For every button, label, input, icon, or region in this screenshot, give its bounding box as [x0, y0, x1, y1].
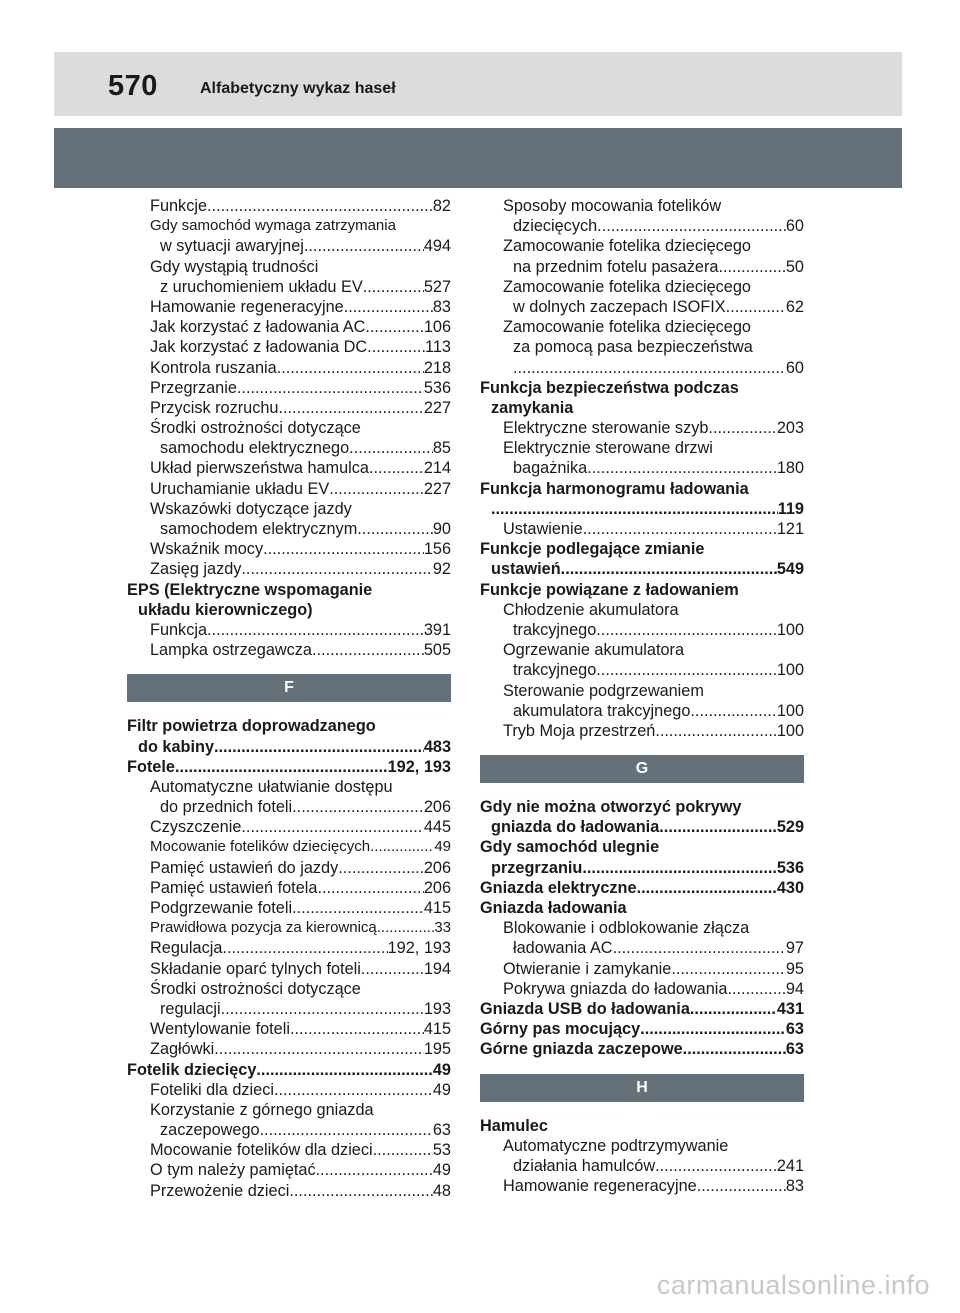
- entry-label: Jak korzystać z ładowania DC: [150, 338, 368, 357]
- entry-label: Czyszczenie: [150, 818, 242, 837]
- page-ref: 536: [423, 378, 451, 397]
- entry-label: Mocowanie fotelików dziecięcych: [150, 838, 371, 856]
- entry-label: Mocowanie fotelików dla dzieci: [150, 1141, 373, 1160]
- page-ref: 241: [776, 1156, 804, 1175]
- page-ref: 391: [423, 620, 451, 639]
- entry-label: do przednich foteli: [160, 798, 293, 817]
- page-ref: 90: [432, 520, 451, 538]
- entry-label: Ustawienie: [503, 520, 583, 538]
- section-letter-header: H: [480, 1074, 804, 1102]
- dot-leader: [237, 378, 424, 398]
- index-heading-entry: [127, 1060, 451, 1080]
- dot-leader: [671, 959, 786, 979]
- index-entry: [480, 458, 804, 478]
- index-entry: [480, 418, 804, 438]
- page-ref: 85: [432, 439, 451, 458]
- dot-leader: [726, 297, 786, 317]
- index-entry: [127, 938, 451, 958]
- entry-label: Wentylowanie foteli: [150, 1020, 290, 1039]
- page-ref: 92: [432, 560, 451, 579]
- index-text-line: Blokowanie i odblokowanie złącza: [503, 919, 750, 938]
- dot-leader: [274, 1080, 433, 1100]
- index-entry: [480, 938, 804, 958]
- page-number: 570: [108, 70, 158, 102]
- dot-leader: [207, 620, 424, 640]
- index-column-left: [127, 196, 451, 1201]
- page-ref: 100: [776, 661, 804, 680]
- index-entry: [127, 1039, 451, 1059]
- index-text-line: Automatyczne podtrzymywanie: [503, 1136, 729, 1155]
- index-entry: [480, 979, 804, 999]
- dot-leader: [727, 979, 785, 999]
- entry-label: Otwieranie i zamykanie: [503, 959, 672, 978]
- dot-leader: [214, 1039, 424, 1059]
- dot-leader: [491, 499, 778, 519]
- page-ref: 192, 193: [387, 939, 451, 958]
- entry-label: przegrzaniu: [491, 858, 583, 877]
- page-ref: 415: [423, 899, 451, 917]
- index-heading: EPS (Elektryczne wspomaganie: [127, 580, 373, 599]
- dot-leader: [221, 999, 424, 1019]
- dot-leader: [207, 196, 433, 216]
- dot-leader: [312, 640, 424, 660]
- index-entry: [480, 660, 804, 680]
- entry-label: Górne gniazda zaczepowe: [480, 1040, 683, 1059]
- section-letter-header: F: [127, 674, 451, 702]
- entry-label: Gniazda elektryczne: [480, 878, 637, 897]
- dot-leader: [316, 1160, 433, 1180]
- page-ref: 83: [432, 297, 451, 316]
- entry-label: Funkcja: [150, 620, 208, 639]
- section-gap: [127, 660, 451, 674]
- page-ref: 192, 193: [387, 757, 451, 776]
- entry-label: w sytuacji awaryjnej: [160, 237, 304, 256]
- index-text-line: Gdy samochód wymaga zatrzymania: [150, 217, 396, 235]
- page-ref: 113: [425, 338, 451, 357]
- dot-leader: [596, 660, 777, 680]
- entry-label: zaczepowego: [160, 1121, 260, 1140]
- page-ref: 49: [432, 1080, 451, 1099]
- index-entry: [127, 837, 451, 857]
- page-ref: 194: [423, 959, 451, 978]
- page-ref: 49: [434, 838, 451, 856]
- page-ref: 536: [776, 858, 804, 877]
- entry-label: Układ pierwszeństwa hamulca: [150, 459, 369, 478]
- page-ref: 206: [423, 798, 451, 817]
- index-heading: Filtr powietrza doprowadzanego: [127, 717, 376, 736]
- page-ref: 49: [432, 1060, 451, 1079]
- entry-label: Przycisk rozruchu: [150, 398, 279, 417]
- dot-leader: [363, 277, 424, 297]
- dot-leader: [292, 898, 424, 918]
- page-ref: 445: [423, 818, 451, 837]
- entry-label: Zagłówki: [150, 1040, 215, 1059]
- dot-leader: [329, 479, 424, 499]
- dot-leader: [317, 878, 423, 898]
- page-ref: 494: [423, 237, 451, 256]
- page-ref: 82: [432, 197, 451, 215]
- page-ref: 195: [423, 1040, 451, 1059]
- dot-leader: [214, 737, 424, 757]
- dot-leader: [640, 1019, 786, 1039]
- page-ref: 60: [785, 358, 804, 377]
- index-entry: [480, 1156, 804, 1176]
- index-heading-entry: [480, 999, 804, 1019]
- dot-leader: [697, 1176, 786, 1196]
- dot-leader: [349, 438, 433, 458]
- entry-label: akumulatora trakcyjnego: [513, 701, 691, 720]
- page-ref: 48: [432, 1181, 451, 1200]
- index-text-line: Zamocowanie fotelika dziecięcego: [503, 318, 751, 337]
- entry-label: bagażnika: [513, 459, 588, 478]
- entry-label: Pamięć ustawień fotela: [150, 878, 318, 897]
- index-text-line: Automatyczne ułatwianie dostępu: [150, 777, 393, 796]
- entry-label: na przednim fotelu pasażera: [513, 257, 719, 276]
- index-heading-entry: [480, 559, 804, 579]
- dot-leader: [289, 1181, 433, 1201]
- dot-leader: [367, 337, 425, 357]
- dot-leader: [655, 721, 777, 741]
- section-gap: [127, 702, 451, 716]
- index-text-line: Elektrycznie sterowane drzwi: [503, 439, 713, 458]
- index-entry: [127, 458, 451, 478]
- index-entry: [127, 1019, 451, 1039]
- section-gap: [480, 783, 804, 797]
- index-entry: [480, 358, 804, 378]
- index-text-line: Korzystanie z górnego gniazda: [150, 1100, 374, 1119]
- index-heading-entry: [127, 757, 451, 777]
- page-ref: 227: [423, 479, 451, 498]
- index-entry: [127, 640, 451, 660]
- index-column-right: [480, 196, 804, 1196]
- index-entry: [127, 858, 451, 878]
- page-ref: 415: [423, 1020, 451, 1039]
- index-entry: [127, 999, 451, 1019]
- index-text-line: Zamocowanie fotelika dziecięcego: [503, 277, 751, 296]
- entry-label: z uruchomieniem układu EV: [160, 277, 363, 296]
- index-entry: [127, 358, 451, 378]
- dot-leader: [241, 559, 432, 579]
- page-ref: 227: [423, 398, 451, 417]
- entry-label: Wskaźnik mocy: [150, 540, 264, 559]
- dot-leader: [361, 959, 424, 979]
- index-entry: [127, 620, 451, 640]
- page-ref: 60: [785, 217, 804, 236]
- index-entry: [480, 519, 804, 539]
- entry-label: Fotele: [127, 757, 175, 776]
- page-ref: 206: [423, 858, 451, 877]
- entry-label: Podgrzewanie foteli: [150, 899, 293, 917]
- entry-label: trakcyjnego: [513, 661, 597, 680]
- entry-label: Tryb Moja przestrzeń: [503, 721, 656, 740]
- entry-label: Przegrzanie: [150, 378, 237, 397]
- dot-leader: [561, 559, 777, 579]
- index-heading-entry: [480, 878, 804, 898]
- index-heading: Gdy samochód ulegnie: [480, 838, 660, 857]
- dot-leader: [596, 620, 777, 640]
- index-heading-entry: [127, 737, 451, 757]
- index-heading-entry: [480, 817, 804, 837]
- index-entry: [480, 721, 804, 741]
- page-ref: 95: [785, 959, 804, 978]
- index-heading: Funkcja harmonogramu ładowania: [480, 479, 749, 498]
- index-heading-entry: [480, 1039, 804, 1059]
- page-ref: 49: [432, 1161, 451, 1180]
- dot-leader: [290, 1019, 424, 1039]
- index-entry: [127, 297, 451, 317]
- index-text-line: Wskazówki dotyczące jazdy: [150, 499, 352, 518]
- dot-leader: [587, 458, 777, 478]
- index-entry: [127, 479, 451, 499]
- dot-leader: [582, 858, 776, 878]
- entry-label: Składanie oparć tylnych foteli: [150, 959, 361, 978]
- dot-leader: [718, 257, 785, 277]
- entry-label: działania hamulców: [513, 1156, 656, 1175]
- dot-leader: [292, 797, 424, 817]
- page-ref: 63: [432, 1121, 451, 1140]
- dot-leader: [373, 1140, 433, 1160]
- dot-leader: [241, 817, 423, 837]
- page-ref: 527: [423, 277, 451, 296]
- page-ref: 63: [785, 1040, 804, 1059]
- entry-label: gniazda do ładowania: [491, 818, 660, 837]
- dot-leader: [637, 878, 777, 898]
- dot-leader: [263, 539, 424, 559]
- entry-label: w dolnych zaczepach ISOFIX: [513, 297, 726, 316]
- dot-leader: [260, 1120, 433, 1140]
- entry-label: Kontrola ruszania: [150, 358, 277, 377]
- index-entry: [127, 438, 451, 458]
- page-ref: 180: [776, 459, 804, 478]
- dot-leader: [304, 236, 424, 256]
- dot-leader: [369, 458, 424, 478]
- page-ref: 218: [423, 358, 451, 377]
- index-text-line: Gdy wystąpią trudności: [150, 257, 319, 276]
- entry-label: Prawidłowa pozycja za kierownicą: [150, 919, 377, 937]
- entry-label: regulacji: [160, 999, 221, 1018]
- entry-label: Jak korzystać z ładowania AC: [150, 318, 366, 337]
- entry-label: O tym należy pamiętać: [150, 1161, 316, 1180]
- index-heading: Funkcja bezpieczeństwa podczas: [480, 378, 739, 397]
- section-letter-header: G: [480, 755, 804, 783]
- page-ref: 33: [434, 919, 451, 937]
- index-entry: [480, 701, 804, 721]
- entry-label: Zasięg jazdy: [150, 560, 242, 579]
- page-ref: 94: [785, 979, 804, 998]
- page-ref: 62: [785, 297, 804, 316]
- index-text-line: Zamocowanie fotelika dziecięcego: [503, 237, 751, 256]
- index-heading: Funkcje powiązane z ładowaniem: [480, 580, 739, 599]
- dot-leader: [256, 1060, 432, 1080]
- index-text-line: za pomocą pasa bezpieczeństwa: [513, 338, 753, 357]
- index-entry: [127, 918, 451, 938]
- page-ref: 529: [776, 818, 804, 837]
- entry-label: dziecięcych: [513, 217, 598, 236]
- entry-label: trakcyjnego: [513, 620, 597, 639]
- index-entry: [480, 216, 804, 236]
- dot-leader: [708, 418, 776, 438]
- index-text-line: Sposoby mocowania fotelików: [503, 197, 722, 215]
- dot-leader: [583, 519, 777, 539]
- page-ref: 50: [785, 257, 804, 276]
- index-heading: Hamulec: [480, 1116, 548, 1135]
- entry-label: Funkcje: [150, 197, 208, 215]
- index-heading: zamykania: [491, 398, 574, 417]
- index-heading-entry: [480, 499, 804, 519]
- index-entry: [127, 1140, 451, 1160]
- page-title: Alfabetyczny wykaz haseł: [200, 80, 396, 97]
- index-entry: [127, 1120, 451, 1140]
- dot-leader: [690, 999, 777, 1019]
- entry-label: Elektryczne sterowanie szyb: [503, 419, 709, 438]
- index-entry: [127, 1080, 451, 1100]
- entry-label: samochodem elektrycznym: [160, 520, 358, 538]
- index-entry: [480, 297, 804, 317]
- dot-leader: [370, 837, 434, 857]
- page-ref: 505: [423, 641, 451, 660]
- index-entry: [127, 196, 451, 216]
- index-heading: Funkcje podlegające zmianie: [480, 540, 705, 559]
- page-ref: 100: [776, 721, 804, 740]
- dot-leader: [344, 297, 433, 317]
- page-ref: 483: [423, 737, 451, 756]
- page-ref: 156: [423, 540, 451, 559]
- page-ref: 100: [776, 620, 804, 639]
- dot-leader: [338, 858, 424, 878]
- index-entry: [127, 236, 451, 256]
- index-text-line: Środki ostrożności dotyczące: [150, 419, 361, 438]
- dot-leader: [513, 358, 786, 378]
- index-entry: [127, 898, 451, 918]
- entry-label: Hamowanie regeneracyjne: [503, 1177, 697, 1196]
- dot-leader: [655, 1156, 777, 1176]
- entry-label: Foteliki dla dzieci: [150, 1080, 274, 1099]
- entry-label: samochodu elektrycznego: [160, 439, 350, 458]
- page-ref: 97: [785, 939, 804, 958]
- index-entry: [480, 620, 804, 640]
- entry-label: Uruchamianie układu EV: [150, 479, 330, 498]
- index-entry: [480, 959, 804, 979]
- entry-label: Pamięć ustawień do jazdy: [150, 858, 339, 877]
- entry-label: Przewożenie dzieci: [150, 1181, 290, 1200]
- entry-label: Hamowanie regeneracyjne: [150, 297, 344, 316]
- page-ref: 431: [776, 999, 804, 1018]
- index-entry: [127, 797, 451, 817]
- page-ref: 430: [776, 878, 804, 897]
- dot-leader: [175, 757, 388, 777]
- index-entry: [127, 337, 451, 357]
- dot-leader: [278, 398, 423, 418]
- entry-label: do kabiny: [138, 737, 214, 756]
- dot-leader: [659, 817, 777, 837]
- index-entry: [127, 959, 451, 979]
- page-ref: 206: [423, 878, 451, 897]
- page-ref: 214: [423, 459, 451, 478]
- page-ref: 119: [777, 499, 804, 518]
- index-heading-entry: [480, 1019, 804, 1039]
- entry-label: Gniazda USB do ładowania: [480, 999, 690, 1018]
- entry-label: Pokrywa gniazda do ładowania: [503, 979, 728, 998]
- page-ref: 63: [785, 1020, 804, 1039]
- index-entry: [127, 398, 451, 418]
- index-entry: [480, 257, 804, 277]
- section-gap: [480, 1060, 804, 1074]
- index-text-line: Chłodzenie akumulatora: [503, 600, 679, 619]
- index-text-line: Sterowanie podgrzewaniem: [503, 681, 704, 700]
- page-ref: 83: [785, 1177, 804, 1196]
- page-ref: 106: [423, 318, 451, 337]
- dot-leader: [365, 317, 423, 337]
- dot-leader: [690, 701, 776, 721]
- page-ref: 193: [423, 999, 451, 1018]
- page-ref: 121: [776, 520, 804, 538]
- dot-leader: [357, 519, 433, 539]
- watermark: carmanualsonline.info: [656, 1270, 930, 1300]
- dot-leader: [277, 358, 424, 378]
- dot-leader: [683, 1039, 786, 1059]
- section-gap: [480, 1102, 804, 1116]
- index-entry: [127, 378, 451, 398]
- index-heading: Gniazda ładowania: [480, 899, 627, 917]
- dot-leader: [613, 938, 786, 958]
- index-heading: Gdy nie można otworzyć pokrywy: [480, 798, 742, 817]
- entry-label: ładowania AC: [513, 939, 613, 958]
- page-ref: 203: [776, 419, 804, 438]
- entry-label: Górny pas mocujący: [480, 1020, 641, 1039]
- index-entry: [127, 1181, 451, 1201]
- index-entry: [127, 277, 451, 297]
- index-entry: [127, 878, 451, 898]
- index-entry: [127, 317, 451, 337]
- index-text-line: Środki ostrożności dotyczące: [150, 979, 361, 998]
- index-heading: układu kierowniczego): [138, 600, 313, 619]
- entry-label: Regulacja: [150, 939, 223, 958]
- index-entry: [127, 539, 451, 559]
- header-band: [54, 128, 902, 188]
- entry-label: ustawień: [491, 560, 561, 579]
- index-heading-entry: [480, 858, 804, 878]
- index-entry: [127, 817, 451, 837]
- page-ref: 100: [776, 701, 804, 720]
- entry-label: Fotelik dziecięcy: [127, 1060, 257, 1079]
- index-text-line: Ogrzewanie akumulatora: [503, 641, 684, 660]
- entry-label: Lampka ostrzegawcza: [150, 641, 312, 660]
- page-ref: 53: [432, 1141, 451, 1160]
- dot-leader: [597, 216, 786, 236]
- page-ref: 549: [776, 560, 804, 579]
- header-bar: [54, 52, 902, 116]
- index-entry: [127, 559, 451, 579]
- dot-leader: [222, 938, 387, 958]
- index-entry: [127, 519, 451, 539]
- index-entry: [127, 1160, 451, 1180]
- index-entry: [480, 1176, 804, 1196]
- dot-leader: [377, 918, 435, 938]
- section-gap: [480, 741, 804, 755]
